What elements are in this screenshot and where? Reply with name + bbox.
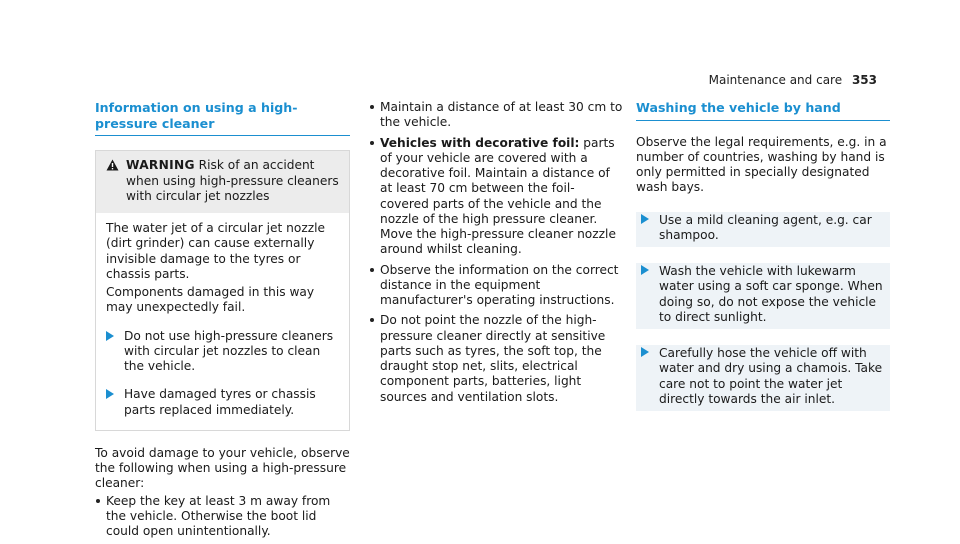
- instruction-step-text: Wash the vehicle with lukewarm water using a soft car sponge. When doing so, do not expose the vehicle to direct sunlight.: [659, 264, 883, 324]
- column-precautions: [369, 100, 623, 410]
- list-item-text: Maintain a distance of at least 30 cm to the vehicle.: [380, 100, 623, 130]
- instruction-step-text: Use a mild cleaning agent, e.g. car shampoo.: [659, 212, 872, 242]
- list-item: Keep the key at least 3 m away from the vehicle. Otherwise the boot lid could open unintentionally.: [95, 494, 350, 540]
- warning-text-2: Components damaged in this way may unexpectedly fail.: [106, 285, 315, 315]
- warning-step: [106, 387, 339, 418]
- instruction-step: [636, 212, 890, 248]
- intro-paragraph: Observe the legal requirements, e.g. in a number of countries, washing by hand is only permitted in specially designated wash bays.: [636, 134, 887, 195]
- arrow-right-icon: [641, 214, 649, 224]
- warning-box: [95, 150, 350, 431]
- list-item: [369, 263, 623, 309]
- arrow-right-icon: [106, 331, 114, 341]
- list-item-text: Observe the information on the correct distance in the equipment manufacturer's operating instructions.: [380, 262, 619, 307]
- section-heading-high-pressure: Information on using a high-pressure cleaner: [95, 100, 350, 136]
- section-heading-washing: Washing the vehicle by hand: [636, 100, 890, 121]
- warning-step: [106, 329, 339, 375]
- warning-title: Risk of an accident when using high-pressure cleaners with circular jet nozzles: [126, 158, 339, 203]
- warning-header: [96, 151, 349, 213]
- arrow-right-icon: [641, 347, 649, 357]
- warning-step-text: Do not use high-pressure cleaners with circular jet nozzles to clean the vehicle.: [124, 328, 334, 374]
- instruction-step: [636, 345, 890, 411]
- arrow-right-icon: [641, 265, 649, 275]
- instruction-step: [636, 263, 890, 329]
- column-high-pressure: [95, 100, 350, 544]
- page-number: 353: [851, 73, 877, 87]
- section-title: Maintenance and care: [708, 73, 843, 87]
- list-item: [369, 136, 623, 258]
- intro-paragraph: To avoid damage to your vehicle, observe the following when using a high-pressure cleaner:: [95, 445, 350, 491]
- instruction-step-text: Carefully hose the vehicle off with water and dry using a chamois. Take care not to point the water jet directly towards the air inlet.: [659, 346, 883, 406]
- list-item: [369, 100, 623, 131]
- page-header: [709, 73, 877, 88]
- warning-triangle-icon: [106, 159, 119, 171]
- list-item: [369, 313, 623, 405]
- warning-label: WARNING: [126, 158, 195, 173]
- list-item-text: parts of your vehicle are covered with a decorative foil. Maintain a distance of at least 70 cm between the foil-covered parts of the vehicle and the nozzle of the high pressure cleaner. Move the high-pressure cleaner nozzle around whilst cleaning.: [380, 135, 616, 257]
- list-item-term: Vehicles with decorative foil:: [380, 135, 580, 150]
- list-item-text: Do not point the nozzle of the high-pressure cleaner directly at sensitive parts such as tyres, the soft top, the draught stop net, slits, electrical component parts, batteries, light sources and ventilation slots.: [380, 313, 606, 404]
- warning-body: [96, 213, 349, 430]
- warning-text-1: The water jet of a circular jet nozzle (dirt grinder) can cause externally invisible damage to the tyres or chassis parts.: [106, 221, 326, 281]
- bullet-list: [369, 100, 623, 405]
- warning-step-text: Have damaged tyres or chassis parts replaced immediately.: [124, 387, 316, 417]
- arrow-right-icon: [106, 389, 114, 399]
- column-washing-by-hand: [636, 100, 890, 411]
